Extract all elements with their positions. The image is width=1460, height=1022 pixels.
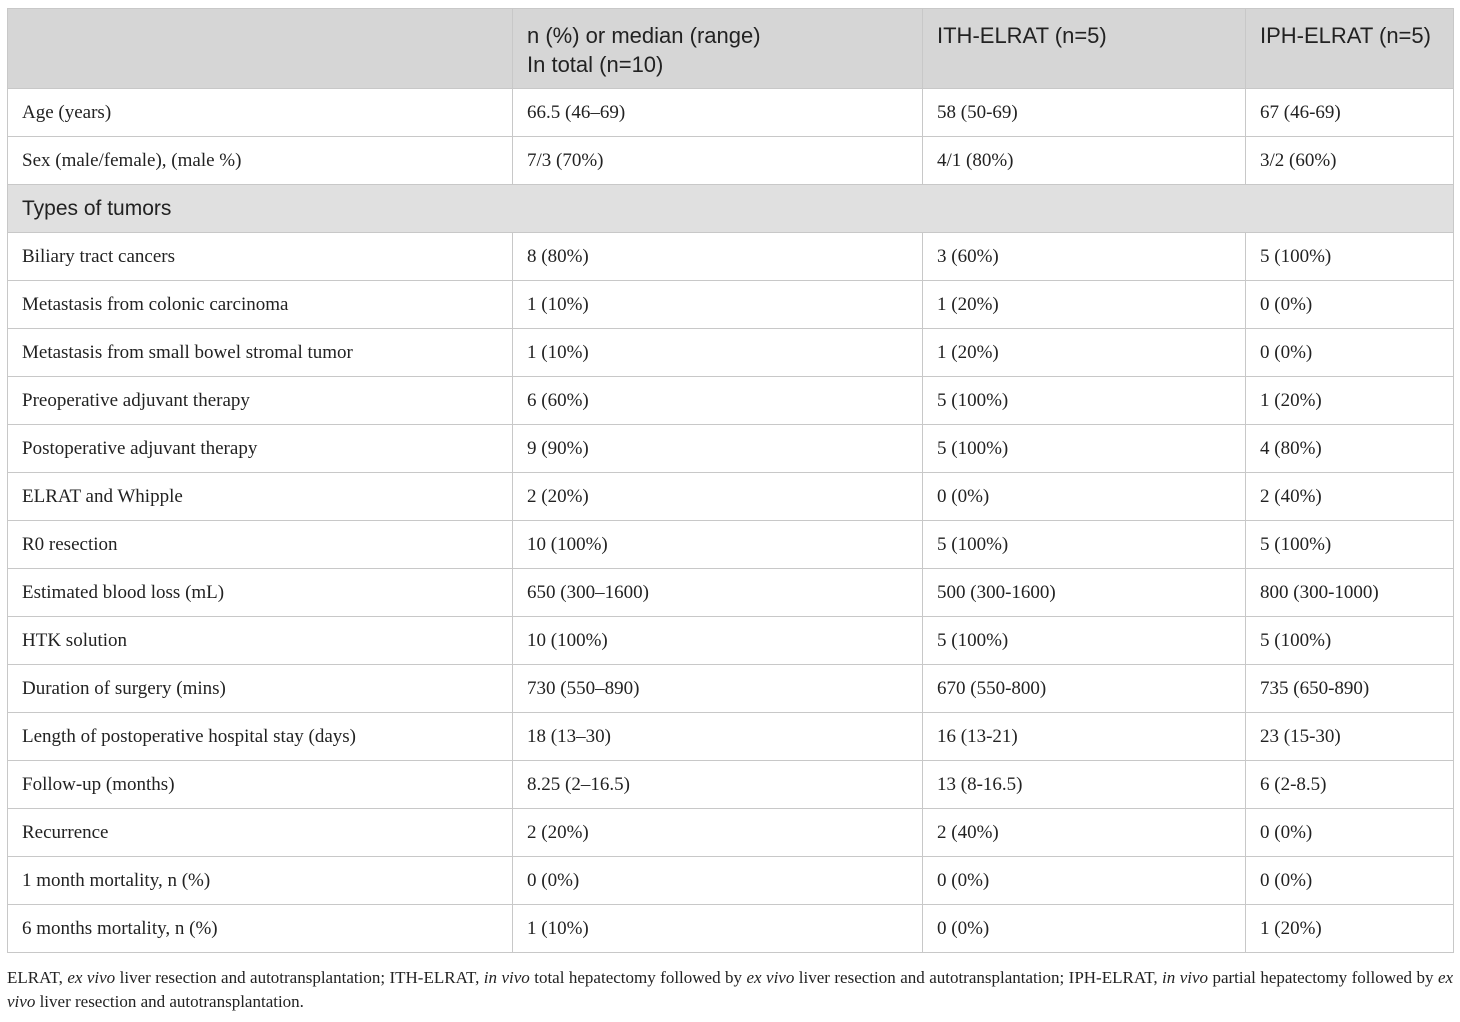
footnote-segment: ex vivo <box>746 968 795 987</box>
value-cell: 3/2 (60%) <box>1246 137 1454 185</box>
row-label-cell: R0 resection <box>8 521 513 569</box>
table-row <box>8 473 1454 521</box>
value-cell: 5 (100%) <box>1246 521 1454 569</box>
value-cell: 0 (0%) <box>1246 809 1454 857</box>
footnote-segment: ex vivo <box>67 968 116 987</box>
column-header-3 <box>1246 9 1454 89</box>
value-cell: 5 (100%) <box>923 521 1246 569</box>
value-cell: 1 (10%) <box>513 281 923 329</box>
table-row <box>8 905 1454 953</box>
value-cell: 0 (0%) <box>1246 281 1454 329</box>
row-label-cell: Preoperative adjuvant therapy <box>8 377 513 425</box>
value-cell: 13 (8-16.5) <box>923 761 1246 809</box>
row-label-cell: ELRAT and Whipple <box>8 473 513 521</box>
value-cell: 9 (90%) <box>513 425 923 473</box>
table-header <box>8 9 1454 89</box>
value-cell: 5 (100%) <box>1246 617 1454 665</box>
footnote-segment: in vivo <box>1162 968 1209 987</box>
value-cell: 1 (20%) <box>1246 377 1454 425</box>
row-label-cell: Duration of surgery (mins) <box>8 665 513 713</box>
column-header-line: IPH-ELRAT (n=5) <box>1260 23 1431 48</box>
table-row <box>8 761 1454 809</box>
footnote-segment: partial hepatectomy followed by <box>1208 968 1438 987</box>
table-row <box>8 857 1454 905</box>
row-label-cell: Postoperative adjuvant therapy <box>8 425 513 473</box>
row-label-cell: 1 month mortality, n (%) <box>8 857 513 905</box>
value-cell: 500 (300-1600) <box>923 569 1246 617</box>
value-cell: 800 (300-1000) <box>1246 569 1454 617</box>
row-label-cell: Sex (male/female), (male %) <box>8 137 513 185</box>
value-cell: 6 (60%) <box>513 377 923 425</box>
footnote-segment: in vivo <box>483 968 530 987</box>
row-label-cell: Follow-up (months) <box>8 761 513 809</box>
value-cell: 2 (40%) <box>923 809 1246 857</box>
value-cell: 3 (60%) <box>923 233 1246 281</box>
table-row <box>8 617 1454 665</box>
footnote-segment: ELRAT, <box>7 968 68 987</box>
table-row <box>8 89 1454 137</box>
section-label: Types of tumors <box>8 185 1454 233</box>
footnote-segment: liver resection and autotransplantation; ITH-ELRAT, <box>115 968 484 987</box>
value-cell: 16 (13-21) <box>923 713 1246 761</box>
value-cell: 23 (15-30) <box>1246 713 1454 761</box>
column-header-line: ITH-ELRAT (n=5) <box>937 23 1107 48</box>
column-header-0 <box>8 9 513 89</box>
value-cell: 7/3 (70%) <box>513 137 923 185</box>
footnote-segment: liver resection and autotransplantation; IPH-ELRAT, <box>794 968 1163 987</box>
table-row <box>8 233 1454 281</box>
table-row <box>8 425 1454 473</box>
value-cell: 1 (20%) <box>1246 905 1454 953</box>
value-cell: 1 (10%) <box>513 905 923 953</box>
table-row <box>8 137 1454 185</box>
value-cell: 670 (550-800) <box>923 665 1246 713</box>
row-label-cell: 6 months mortality, n (%) <box>8 905 513 953</box>
table-row <box>8 809 1454 857</box>
table-row <box>8 329 1454 377</box>
table-row <box>8 521 1454 569</box>
value-cell: 2 (20%) <box>513 809 923 857</box>
row-label-cell: Metastasis from colonic carcinoma <box>8 281 513 329</box>
value-cell: 0 (0%) <box>923 473 1246 521</box>
data-table <box>7 8 1454 953</box>
value-cell: 0 (0%) <box>513 857 923 905</box>
value-cell: 8.25 (2–16.5) <box>513 761 923 809</box>
column-header-1 <box>513 9 923 89</box>
value-cell: 8 (80%) <box>513 233 923 281</box>
value-cell: 58 (50-69) <box>923 89 1246 137</box>
row-label-cell: Age (years) <box>8 89 513 137</box>
value-cell: 650 (300–1600) <box>513 569 923 617</box>
value-cell: 2 (20%) <box>513 473 923 521</box>
column-header-line: n (%) or median (range) <box>527 23 761 48</box>
header-row <box>8 9 1454 89</box>
value-cell: 0 (0%) <box>1246 857 1454 905</box>
footnote-segment: ex vivo <box>7 968 1454 1011</box>
footnote-segment: liver resection and autotransplantation. <box>35 992 304 1011</box>
value-cell: 6 (2-8.5) <box>1246 761 1454 809</box>
value-cell: 1 (10%) <box>513 329 923 377</box>
value-cell: 5 (100%) <box>923 425 1246 473</box>
value-cell: 67 (46-69) <box>1246 89 1454 137</box>
table-row <box>8 569 1454 617</box>
value-cell: 18 (13–30) <box>513 713 923 761</box>
value-cell: 5 (100%) <box>923 617 1246 665</box>
value-cell: 10 (100%) <box>513 521 923 569</box>
value-cell: 730 (550–890) <box>513 665 923 713</box>
value-cell: 2 (40%) <box>1246 473 1454 521</box>
table-row <box>8 281 1454 329</box>
value-cell: 735 (650-890) <box>1246 665 1454 713</box>
value-cell: 0 (0%) <box>923 905 1246 953</box>
section-row <box>8 185 1454 233</box>
table-row <box>8 377 1454 425</box>
value-cell: 1 (20%) <box>923 281 1246 329</box>
value-cell: 0 (0%) <box>923 857 1246 905</box>
row-label-cell: Biliary tract cancers <box>8 233 513 281</box>
value-cell: 0 (0%) <box>1246 329 1454 377</box>
table-footnote <box>7 966 1453 1014</box>
table-row <box>8 665 1454 713</box>
column-header-2 <box>923 9 1246 89</box>
column-header-line: In total (n=10) <box>527 52 664 77</box>
value-cell: 5 (100%) <box>1246 233 1454 281</box>
value-cell: 66.5 (46–69) <box>513 89 923 137</box>
row-label-cell: Estimated blood loss (mL) <box>8 569 513 617</box>
footnote-segment: total hepatectomy followed by <box>529 968 747 987</box>
value-cell: 1 (20%) <box>923 329 1246 377</box>
row-label-cell: Length of postoperative hospital stay (days) <box>8 713 513 761</box>
value-cell: 4 (80%) <box>1246 425 1454 473</box>
value-cell: 4/1 (80%) <box>923 137 1246 185</box>
table-body <box>8 89 1454 953</box>
value-cell: 10 (100%) <box>513 617 923 665</box>
row-label-cell: HTK solution <box>8 617 513 665</box>
table-row <box>8 713 1454 761</box>
row-label-cell: Recurrence <box>8 809 513 857</box>
value-cell: 5 (100%) <box>923 377 1246 425</box>
row-label-cell: Metastasis from small bowel stromal tumor <box>8 329 513 377</box>
